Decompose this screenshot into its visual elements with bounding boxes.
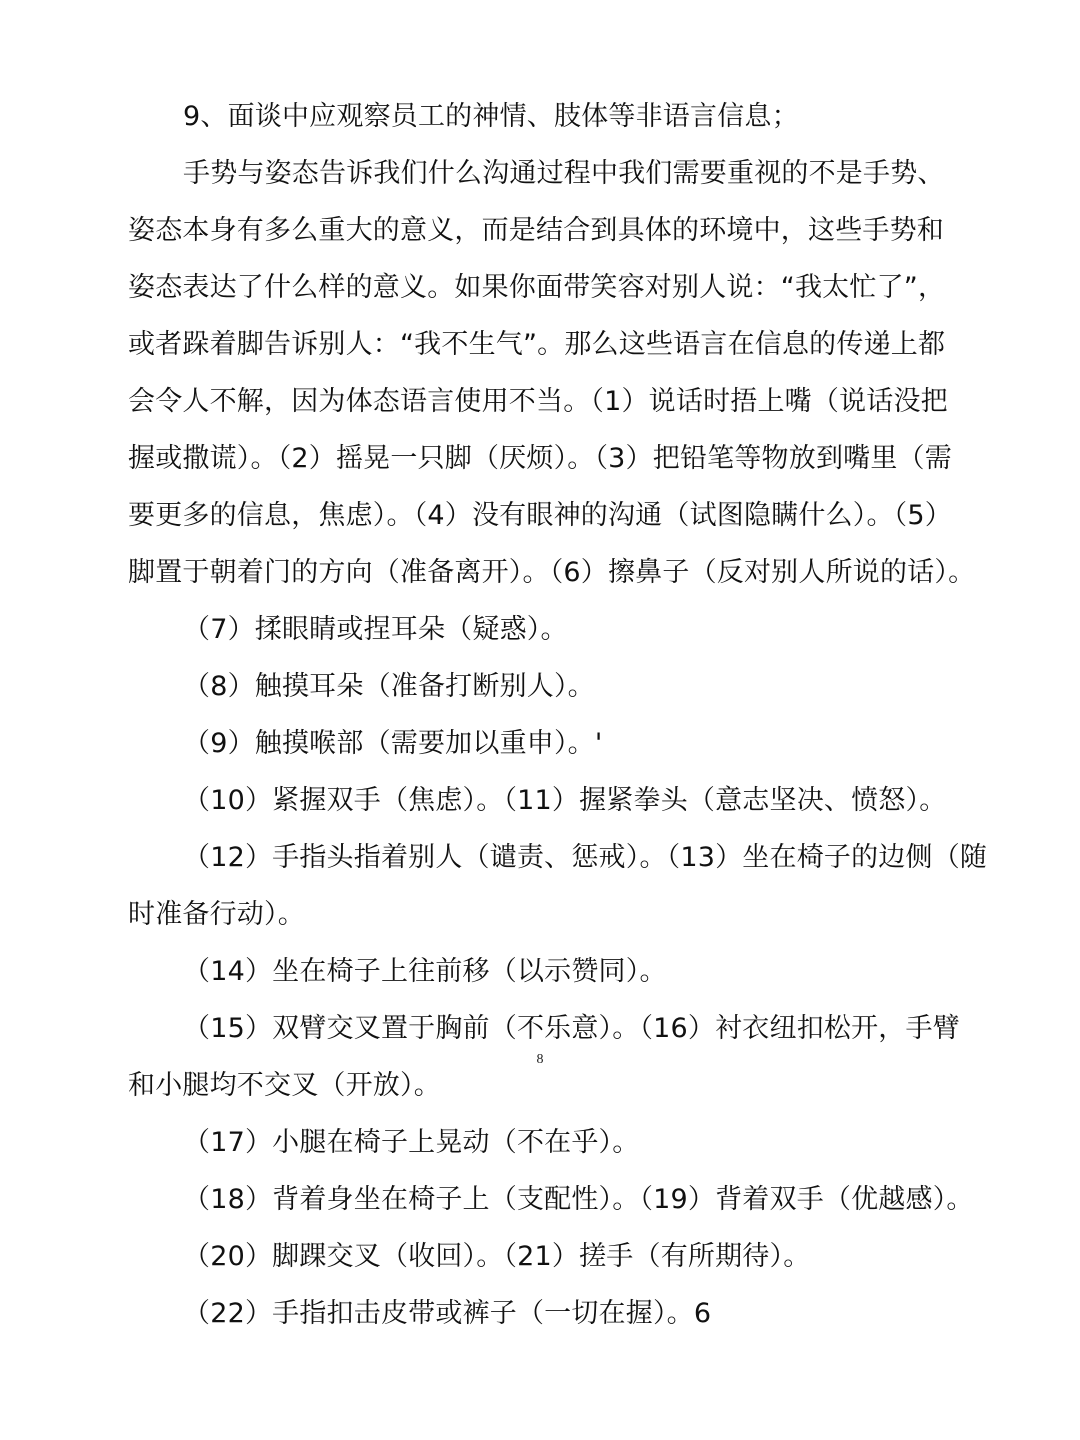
text-line: 姿态表达了什么样的意义。如果你面带笑容对别人说：“我太忙了”， (128, 272, 946, 303)
text-line: 和小腿均不交叉（开放）。 (128, 1070, 441, 1101)
text-line: （7）揉眼睛或捏耳朵（疑惑）。 (183, 614, 568, 645)
text-line: 握或撒谎）。（2）摇晃一只脚（厌烦）。（3）把铅笔等物放到嘴里（需 (128, 443, 952, 474)
text-line: 或者跺着脚告诉别人：“我不生气”。那么这些语言在信息的传递上都 (128, 329, 946, 360)
text-line: 要更多的信息，焦虑）。（4）没有眼神的沟通（试图隐瞒什么）。（5） (128, 500, 952, 531)
text-line: （14）坐在椅子上往前移（以示赞同）。 (183, 956, 667, 987)
text-line: 手势与姿态告诉我们什么沟通过程中我们需要重视的不是手势、 (183, 158, 945, 189)
text-line: 脚置于朝着门的方向（准备离开）。（6）擦鼻子（反对别人所说的话）。 (128, 557, 976, 588)
text-line: 姿态本身有多么重大的意义，而是结合到具体的环境中，这些手势和 (128, 215, 944, 246)
text-line: （15）双臂交叉置于胸前（不乐意）。（16）衬衣纽扣松开，手臂 (183, 1013, 960, 1044)
document-body (128, 88, 988, 1342)
text-line: （8）触摸耳朵（准备打断别人）。 (183, 671, 595, 702)
page-number: 8 (536, 1052, 544, 1067)
text-line: （12）手指头指着别人（谴责、惩戒）。（13）坐在椅子的边侧（随 (183, 842, 988, 873)
text-line: 9、面谈中应观察员工的神情、肢体等非语言信息； (183, 101, 799, 132)
text-line: 时准备行动）。 (128, 899, 305, 930)
text-line: （18）背着身坐在椅子上（支配性）。（19）背着双手（优越感）。 (183, 1184, 974, 1215)
text-line: （22）手指扣击皮带或裤子（一切在握）。6 (183, 1298, 712, 1329)
text-line: （20）脚踝交叉（收回）。（21）搓手（有所期待）。 (183, 1241, 811, 1272)
text-line: （10）紧握双手（焦虑）。（11）握紧拳头（意志坚决、愤怒）。 (183, 785, 947, 816)
text-line: 会令人不解，因为体态语言使用不当。（1）说话时捂上嘴（说话没把 (128, 386, 948, 417)
text-line: （9）触摸喉部（需要加以重申）。' (183, 728, 603, 759)
text-line: （17）小腿在椅子上晃动（不在乎）。 (183, 1127, 640, 1158)
